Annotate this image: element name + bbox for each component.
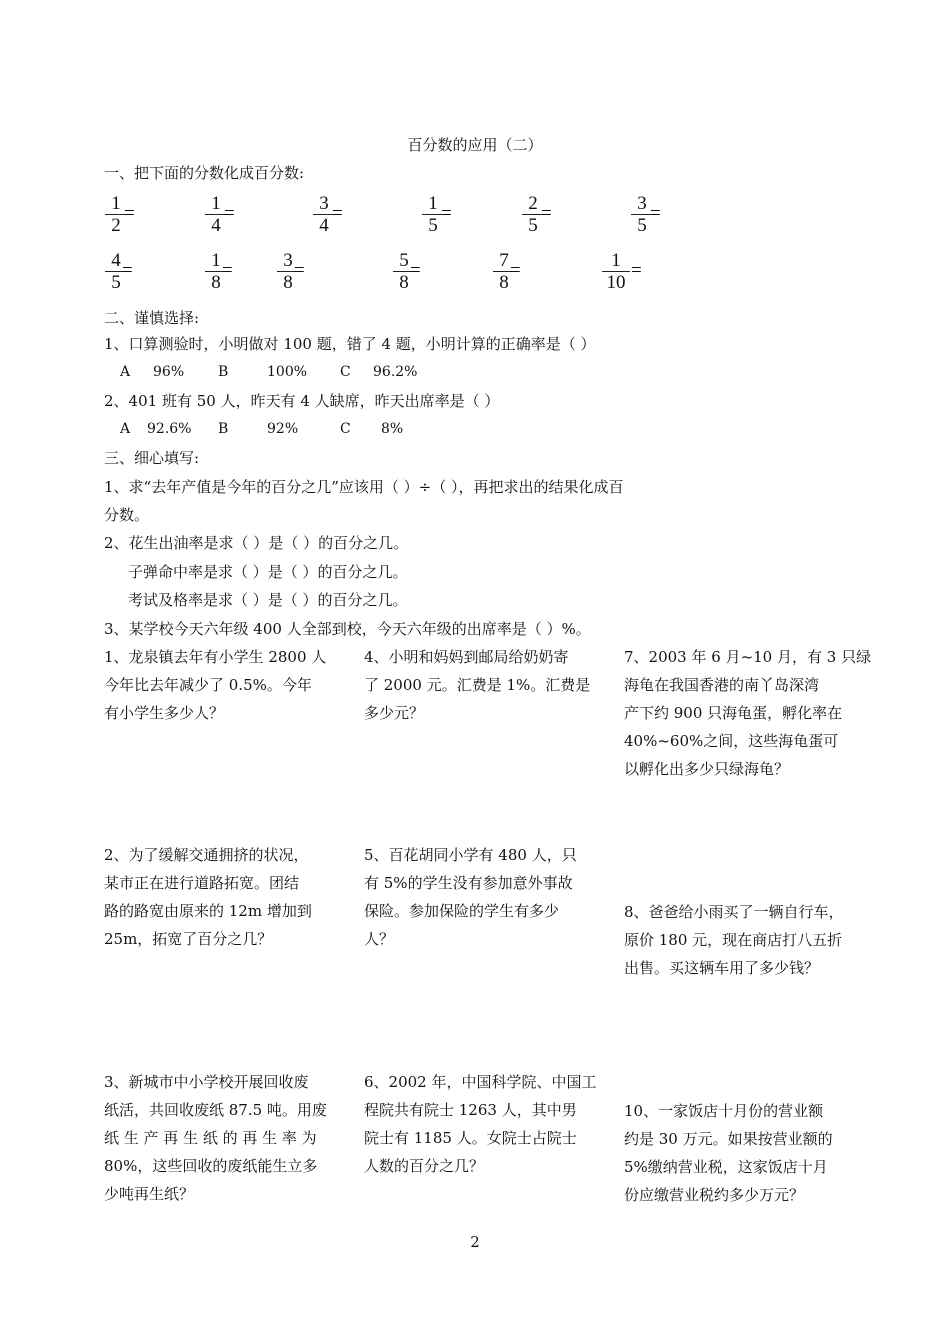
fraction-numerator: 3 — [319, 193, 329, 214]
fraction-numerator: 1 — [111, 193, 121, 214]
q2-option-c-value: 8% — [381, 421, 404, 437]
choice-question-1: 1、口算测验时，小明做对 100 题，错了 4 题，小明计算的正确率是（ ） — [104, 335, 596, 353]
fill-question-3: 3、某学校今天六年级 400 人全部到校，今天六年级的出席率是（ ）%。 — [104, 620, 591, 638]
fraction-denominator: 4 — [211, 215, 221, 236]
section1-heading: 一、把下面的分数化成百分数: — [104, 164, 305, 182]
section3-heading: 三、细心填写: — [104, 449, 200, 467]
equals-sign: = — [222, 260, 233, 281]
fill-question-2-line2: 子弹命中率是求（ ）是（ ）的百分之几。 — [128, 563, 408, 581]
fraction-numerator: 1 — [428, 193, 438, 214]
q2-option-b-value: 92% — [267, 421, 299, 437]
equals-sign: = — [631, 260, 642, 281]
fraction-numerator: 1 — [211, 250, 221, 271]
section2-heading: 二、谨慎选择: — [104, 309, 200, 327]
word-problem-8: 8、爸爸给小雨买了一辆自行车， 原价 180 元，现在商店打八五折 出售。买这辆车用了多少钱？ — [624, 903, 844, 977]
fraction-numerator: 4 — [111, 250, 121, 271]
word-problem-10: 10、一家饭店十月份的营业额 约是 30 万元。如果按营业额的 5%缴纳营业税，这家饭店十月 份应缴营业税约多少万元？ — [624, 1102, 833, 1204]
word-problem-7: 7、2003 年 6 月~10 月，有 3 只绿 海龟在我国香港的南丫岛深湾 产下约 900 只海龟蛋，孵化率在 40%~60%之间，这些海龟蛋可 以孵化出多少只绿海龟？ — [624, 648, 872, 778]
equals-sign: = — [124, 203, 135, 224]
choice-question-2: 2、401 班有 50 人，昨天有 4 人缺席，昨天出席率是（ ） — [104, 392, 500, 410]
fraction-denominator: 5 — [637, 215, 647, 236]
q1-option-b-value: 100% — [267, 364, 308, 380]
q1-option-c-value: 96.2% — [373, 364, 418, 380]
q1-option-a-letter: A — [120, 364, 131, 380]
fraction-denominator: 5 — [428, 215, 438, 236]
fraction-numerator: 1 — [611, 250, 621, 271]
equals-sign: = — [294, 260, 305, 281]
equals-sign: = — [650, 203, 661, 224]
page-title: 百分数的应用（二） — [407, 136, 543, 154]
fraction-numerator: 3 — [283, 250, 293, 271]
fraction-1-10 — [601, 250, 631, 293]
fraction-denominator: 10 — [606, 272, 626, 293]
fill-question-2-line3: 考试及格率是求（ ）是（ ）的百分之几。 — [128, 591, 408, 609]
word-problem-2: 2、为了缓解交通拥挤的状况， 某市正在进行道路拓宽。团结 路的路宽由原来的 12m 增加到 25m，拓宽了百分之几？ — [104, 846, 312, 948]
q2-option-a-letter: A — [120, 421, 131, 437]
fraction-numerator: 1 — [211, 193, 221, 214]
equals-sign: = — [410, 260, 421, 281]
q1-option-c-letter: C — [340, 364, 351, 380]
q2-option-c-letter: C — [340, 421, 351, 437]
equals-sign: = — [224, 203, 235, 224]
word-problem-6: 6、2002 年，中国科学院、中国工 程院共有院士 1263 人，其中男 院士有 1185 人。女院士占院士 人数的百分之几？ — [364, 1073, 597, 1175]
q2-option-b-letter: B — [218, 421, 229, 437]
fraction-numerator: 7 — [499, 250, 509, 271]
fill-question-1-line2: 分数。 — [104, 506, 150, 524]
word-problem-1: 1、龙泉镇去年有小学生 2800 人 今年比去年减少了 0.5%。今年 有小学生多少人？ — [104, 648, 327, 722]
fraction-denominator: 8 — [399, 272, 409, 293]
equals-sign: = — [122, 260, 133, 281]
fraction-denominator: 5 — [528, 215, 538, 236]
fraction-numerator: 5 — [399, 250, 409, 271]
fill-question-1-line1: 1、求“去年产值是今年的百分之几”应该用（ ）÷（ ），再把求出的结果化成百 — [104, 478, 624, 496]
fraction-denominator: 4 — [319, 215, 329, 236]
fill-question-2-line1: 2、花生出油率是求（ ）是（ ）的百分之几。 — [104, 534, 409, 552]
fraction-denominator: 2 — [111, 215, 121, 236]
word-problem-4: 4、小明和妈妈到邮局给奶奶寄 了 2000 元。汇费是 1%。汇费是 多少元？ — [364, 648, 591, 722]
fraction-numerator: 2 — [528, 193, 538, 214]
word-problem-5: 5、百花胡同小学有 480 人，只 有 5%的学生没有参加意外事故 保险。参加保险的学生有多少 人？ — [364, 846, 577, 948]
fraction-denominator: 8 — [211, 272, 221, 293]
equals-sign: = — [441, 203, 452, 224]
equals-sign: = — [332, 203, 343, 224]
q1-option-b-letter: B — [218, 364, 229, 380]
q1-option-a-value: 96% — [153, 364, 185, 380]
equals-sign: = — [541, 203, 552, 224]
fraction-numerator: 3 — [637, 193, 647, 214]
fraction-denominator: 5 — [111, 272, 121, 293]
page-number: 2 — [470, 1233, 480, 1251]
q2-option-a-value: 92.6% — [147, 421, 192, 437]
fraction-denominator: 8 — [283, 272, 293, 293]
word-problem-3: 3、新城市中小学校开展回收废 纸活，共回收废纸 87.5 吨。用废 纸 生 产 再 生 纸 的 再 生 率 为 80%，这些回收的废纸能生立多 少吨再生纸？ — [104, 1073, 327, 1203]
fraction-denominator: 8 — [499, 272, 509, 293]
equals-sign: = — [510, 260, 521, 281]
